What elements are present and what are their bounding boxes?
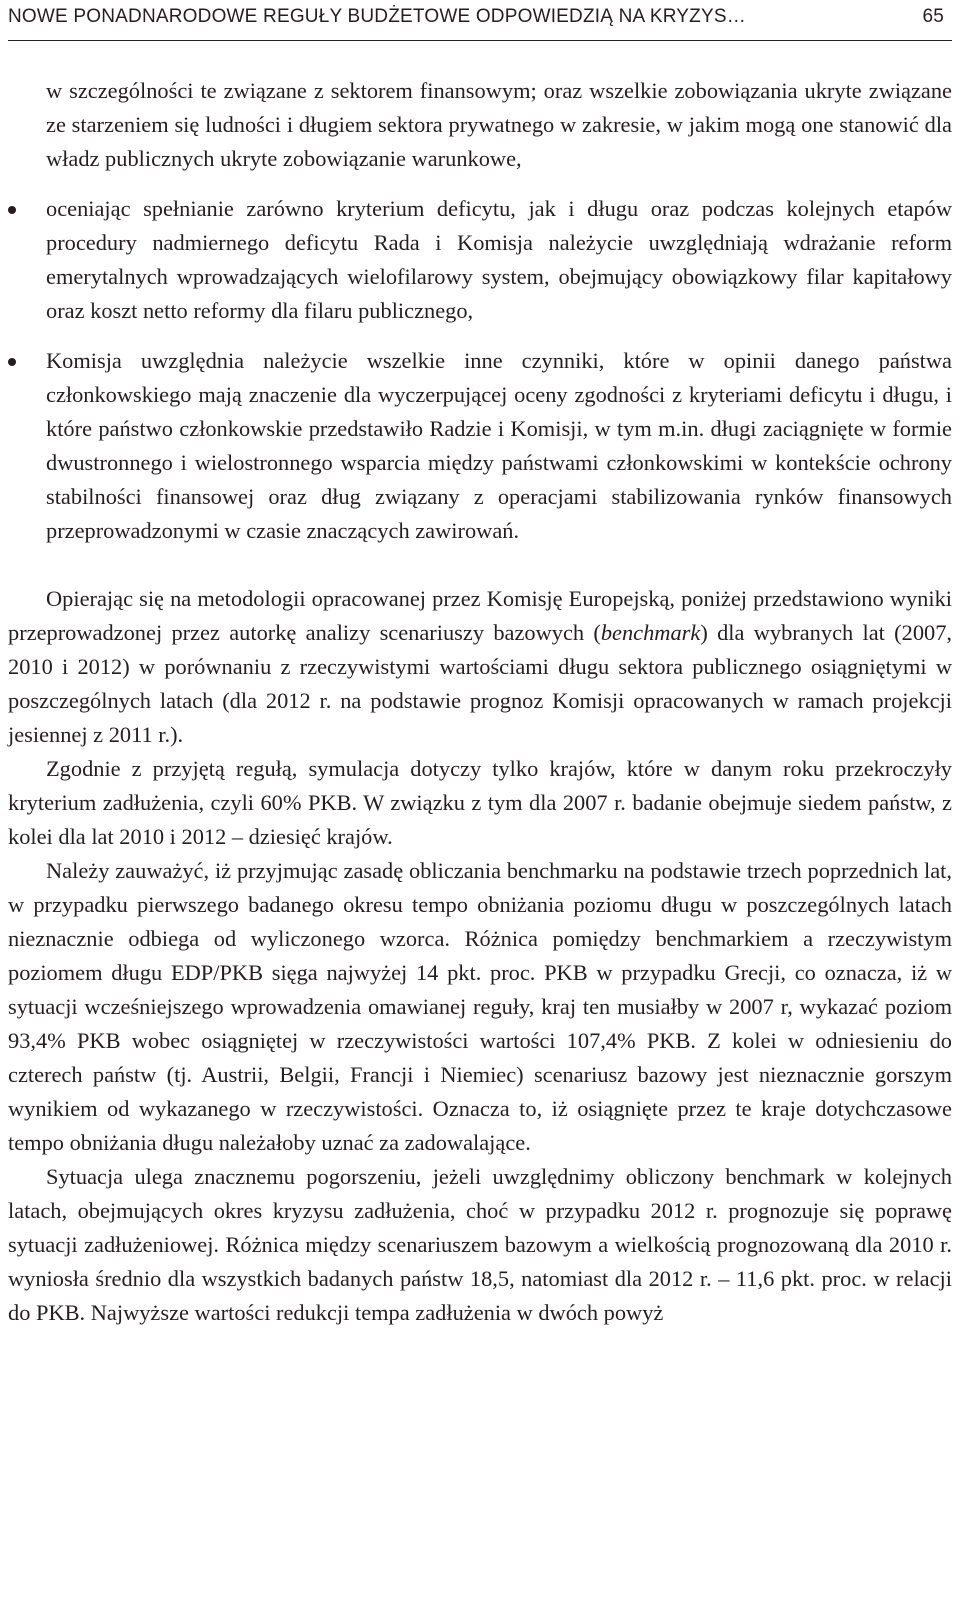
list-item-text: Komisja uwzględnia należycie wszelkie inne czynniki, które w opinii danego państwa członkowskiego mają znaczenie dla wyczerpującej oceny zgodności z kryteriami deficytu i długu, i które państwo członkowskie przedstawiło Radzie i Komisji, w tym m.in. długi zaciągnięte w formie dwustronnego i wielostronnego wsparcia między państwami członkowskimi w kontekście ochrony stabilności finansowej oraz dług związany z operacjami stabilizowania rynków finansowych przeprowadzonymi w czasie znaczących zawirowań. — [46, 348, 952, 543]
list-item — [8, 344, 952, 548]
paragraph-benchmark: Należy zauważyć, iż przyjmując zasadę obliczania benchmarku na podstawie trzech poprzednich lat, w przypadku pierwszego badanego okresu tempo obniżania poziomu długu w poszczególnych latach nieznacznie odbiega od wyliczonego wzorca. Różnica pomiędzy benchmarkiem a rzeczywistym poziomem długu EDP/PKB sięga najwyżej 14 pkt. proc. PKB w przypadku Grecji, co oznacza, iż w sytuacji wcześniejszego wprowadzenia omawianej reguły, kraj ten musiałby w 2007 r, wykazać poziom 93,4% PKB wobec osiągniętej w rzeczywistości wartości 107,4% PKB. Z kolei w odniesieniu do czterech państw (tj. Austrii, Belgii, Francji i Niemiec) scenariusz bazowy jest nieznacznie gorszym wynikiem od wykazanego w rzeczywistości. Oznacza to, iż osiągnięte przez te kraje dotychczasowe tempo obniżania długu należałoby uznać za zadowalające. — [8, 858, 952, 1155]
paragraph-rule: Zgodnie z przyjętą regułą, symulacja dotyczy tylko krajów, które w danym roku przekroczyły kryterium zadłużenia, czyli 60% PKB. W związku z tym dla 2007 r. badanie obejmuje siedem państw, z kolei dla lat 2010 i 2012 – dziesięć krajów. — [8, 756, 952, 849]
page-body — [8, 74, 952, 1330]
running-title: NOWE PONADNARODOWE REGUŁY BUDŻETOWE ODPOWIEDZIĄ NA KRYZYS… — [8, 6, 746, 27]
paragraph-text: Opierając się na metodologii opracowanej przez Komisję Europejską, poniżej przedstawiono wyniki przeprowadzonej przez autorkę analizy scenariuszy bazowych ( — [8, 586, 952, 645]
list-continuation: w szczególności te związane z sektorem finansowym; oraz wszelkie zobowiązania ukryte związane ze starzeniem się ludności i długiem sektora prywatnego w zakresie, w jakim mogą one stanowić dla władz publicznych ukryte zobowiązanie warunkowe, — [46, 78, 952, 171]
bullet-icon — [8, 206, 16, 214]
paragraph-methodology — [8, 582, 952, 752]
page-number: 65 — [922, 6, 944, 27]
paragraph-text: ) dla wybranych lat (2007, 2010 i 2012) w porównaniu z rzeczywistymi wartościami długu sektora publicznego osiągniętymi w poszczególnych latach (dla 2012 r. na podstawie prognoz Komisji opracowanych w ramach projekcji jesiennej z 2011 r.). — [8, 620, 952, 747]
bullet-icon — [8, 358, 16, 366]
list-item-text: oceniając spełnianie zarówno kryterium deficytu, jak i długu oraz podczas kolejnych etapów procedury nadmiernego deficytu Rada i Komisja należycie uwzględniają wdrażanie reform emerytalnych wprowadzających wielofilarowy system, obejmujący obowiązkowy filar kapitałowy oraz koszt netto reformy dla filaru publicznego, — [46, 196, 952, 323]
running-header — [8, 0, 952, 41]
italic-term: benchmark — [600, 620, 701, 645]
paragraph-crisis: Sytuacja ulega znacznemu pogorszeniu, jeżeli uwzględnimy obliczony benchmark w kolejnych latach, obejmujących okres kryzysu zadłużenia, choć w przypadku 2012 r. prognozuje się poprawę sytuacji zadłużeniowej. Różnica między scenariuszem bazowym a wielkością prognozowaną dla 2010 r. wyniosła średnio dla wszystkich badanych państw 18,5, natomiast dla 2012 r. – 11,6 pkt. proc. w relacji do PKB. Najwyższe wartości redukcji tempa zadłużenia w dwóch powyż — [8, 1164, 952, 1325]
list-item — [8, 192, 952, 328]
